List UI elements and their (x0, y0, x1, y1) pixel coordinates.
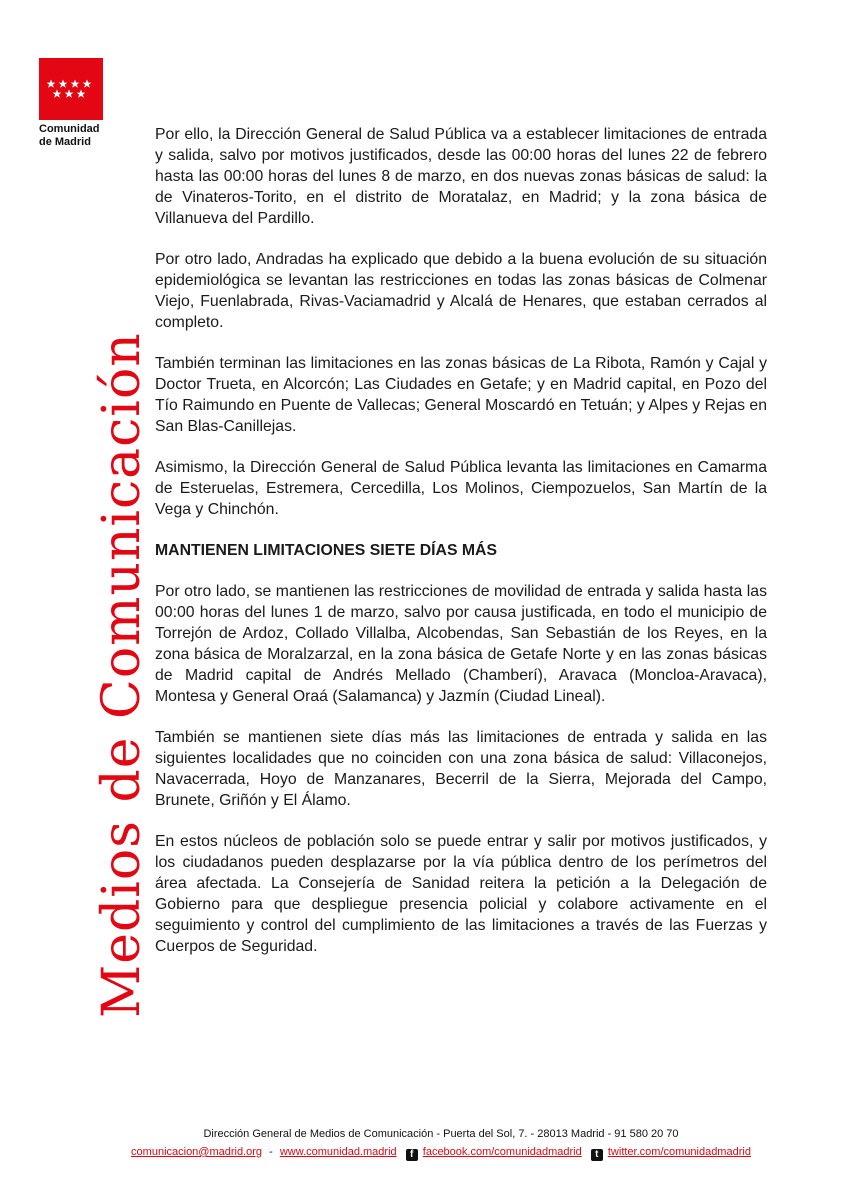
section-heading: MANTIENEN LIMITACIONES SIETE DÍAS MÁS (155, 542, 497, 559)
comunidad-madrid-logo (39, 58, 103, 120)
footer-address: Dirección General de Medios de Comunicación - Puerta del Sol, 7. - 28013 Madrid - 91 580 20 70 (203, 1128, 679, 1140)
footer-links (0, 1146, 848, 1161)
logo-line-2: de Madrid (39, 136, 91, 148)
paragraph-2: Por otro lado, Andradas ha explicado que debido a la buena evolución de su situación epidemiológica se levantan las restricciones en todas las zonas básicas de Colmenar Viejo, Fuenlabrada, Rivas-Vaciamadrid y Alcalá de Henares, que estaban cerrados al completo. (155, 251, 767, 331)
paragraph-3: También terminan las limitaciones en las zonas básicas de La Ribota, Ramón y Cajal y Doctor Trueta, en Alcorcón; Las Ciudades en Getafe; y en Madrid capital, en Pozo del Tío Raimundo en Puente de Vallecas; General Moscardó en Tetuán; y Alpes y Rejas en San Blas-Canillejas. (155, 355, 767, 435)
twitter-icon: t (591, 1149, 603, 1161)
paragraph-6: También se mantienen siete días más las limitaciones de entrada y salida en las siguientes localidades que no coinciden con una zona básica de salud: Villaconejos, Navacerrada, Hoyo de Manzanares, Becerril de la Sierra, Mejorada del Campo, Brunete, Griñón y El Álamo. (155, 729, 767, 809)
paragraph-7: En estos núcleos de población solo se puede entrar y salir por motivos justificados, y los ciudadanos pueden desplazarse por la vía pública dentro de los perímetros del área afectada. La Consejería de Sanidad reitera la petición a la Delegación de Gobierno para que despliegue presencia policial y colabore activamente en el seguimiento y control del cumplimiento de las limitaciones a través de las Fuerzas y Cuerpos de Seguridad. (155, 833, 767, 955)
vertical-title: Medios de Comunicación (92, 332, 152, 1018)
website-link[interactable]: www.comunidad.madrid (279, 1146, 397, 1158)
paragraph-4: Asimismo, la Dirección General de Salud Pública levanta las limitaciones en Camarma de Esteruelas, Estremera, Cercedilla, Los Molinos, Ciempozuelos, San Martín de la Vega y Chinchón. (155, 459, 767, 518)
logo-text (39, 123, 129, 149)
facebook-icon: f (406, 1149, 418, 1161)
twitter-link[interactable]: twitter.com/comunidadmadrid (607, 1146, 751, 1158)
footer-separator: - (269, 1146, 273, 1158)
facebook-link[interactable]: facebook.com/comunidadmadrid (422, 1146, 582, 1158)
seven-stars-icon (39, 58, 103, 120)
logo-line-1: Comunidad (39, 123, 100, 135)
paragraph-1: Por ello, la Dirección General de Salud Pública va a establecer limitaciones de entrada y salida, salvo por motivos justificados, desde las 00:00 horas del lunes 22 de febrero hasta las 00:00 horas del lunes 8 de marzo, en dos nuevas zonas básicas de salud: la de Vinateros-Torito, en el distrito de Moratalaz, en Madrid; y la zona básica de Villanueva del Pardillo. (155, 126, 767, 227)
email-link[interactable]: comunicacion@madrid.org (131, 1146, 263, 1158)
paragraph-5: Por otro lado, se mantienen las restricciones de movilidad de entrada y salida hasta las 00:00 horas del lunes 1 de marzo, salvo por causa justificada, en todo el municipio de Torrejón de Ardoz, Collado Villalba, Alcobendas, San Sebastián de los Reyes, en la zona básica de Moralzarzal, en la zona básica de Getafe Norte y en las zonas básicas de Madrid capital de Andrés Mellado (Chamberí), Aravaca (Moncloa-Aravaca), Montesa y General Oraá (Salamanca) y Jazmín (Ciudad Lineal). (155, 583, 767, 705)
press-release-body (155, 124, 767, 977)
